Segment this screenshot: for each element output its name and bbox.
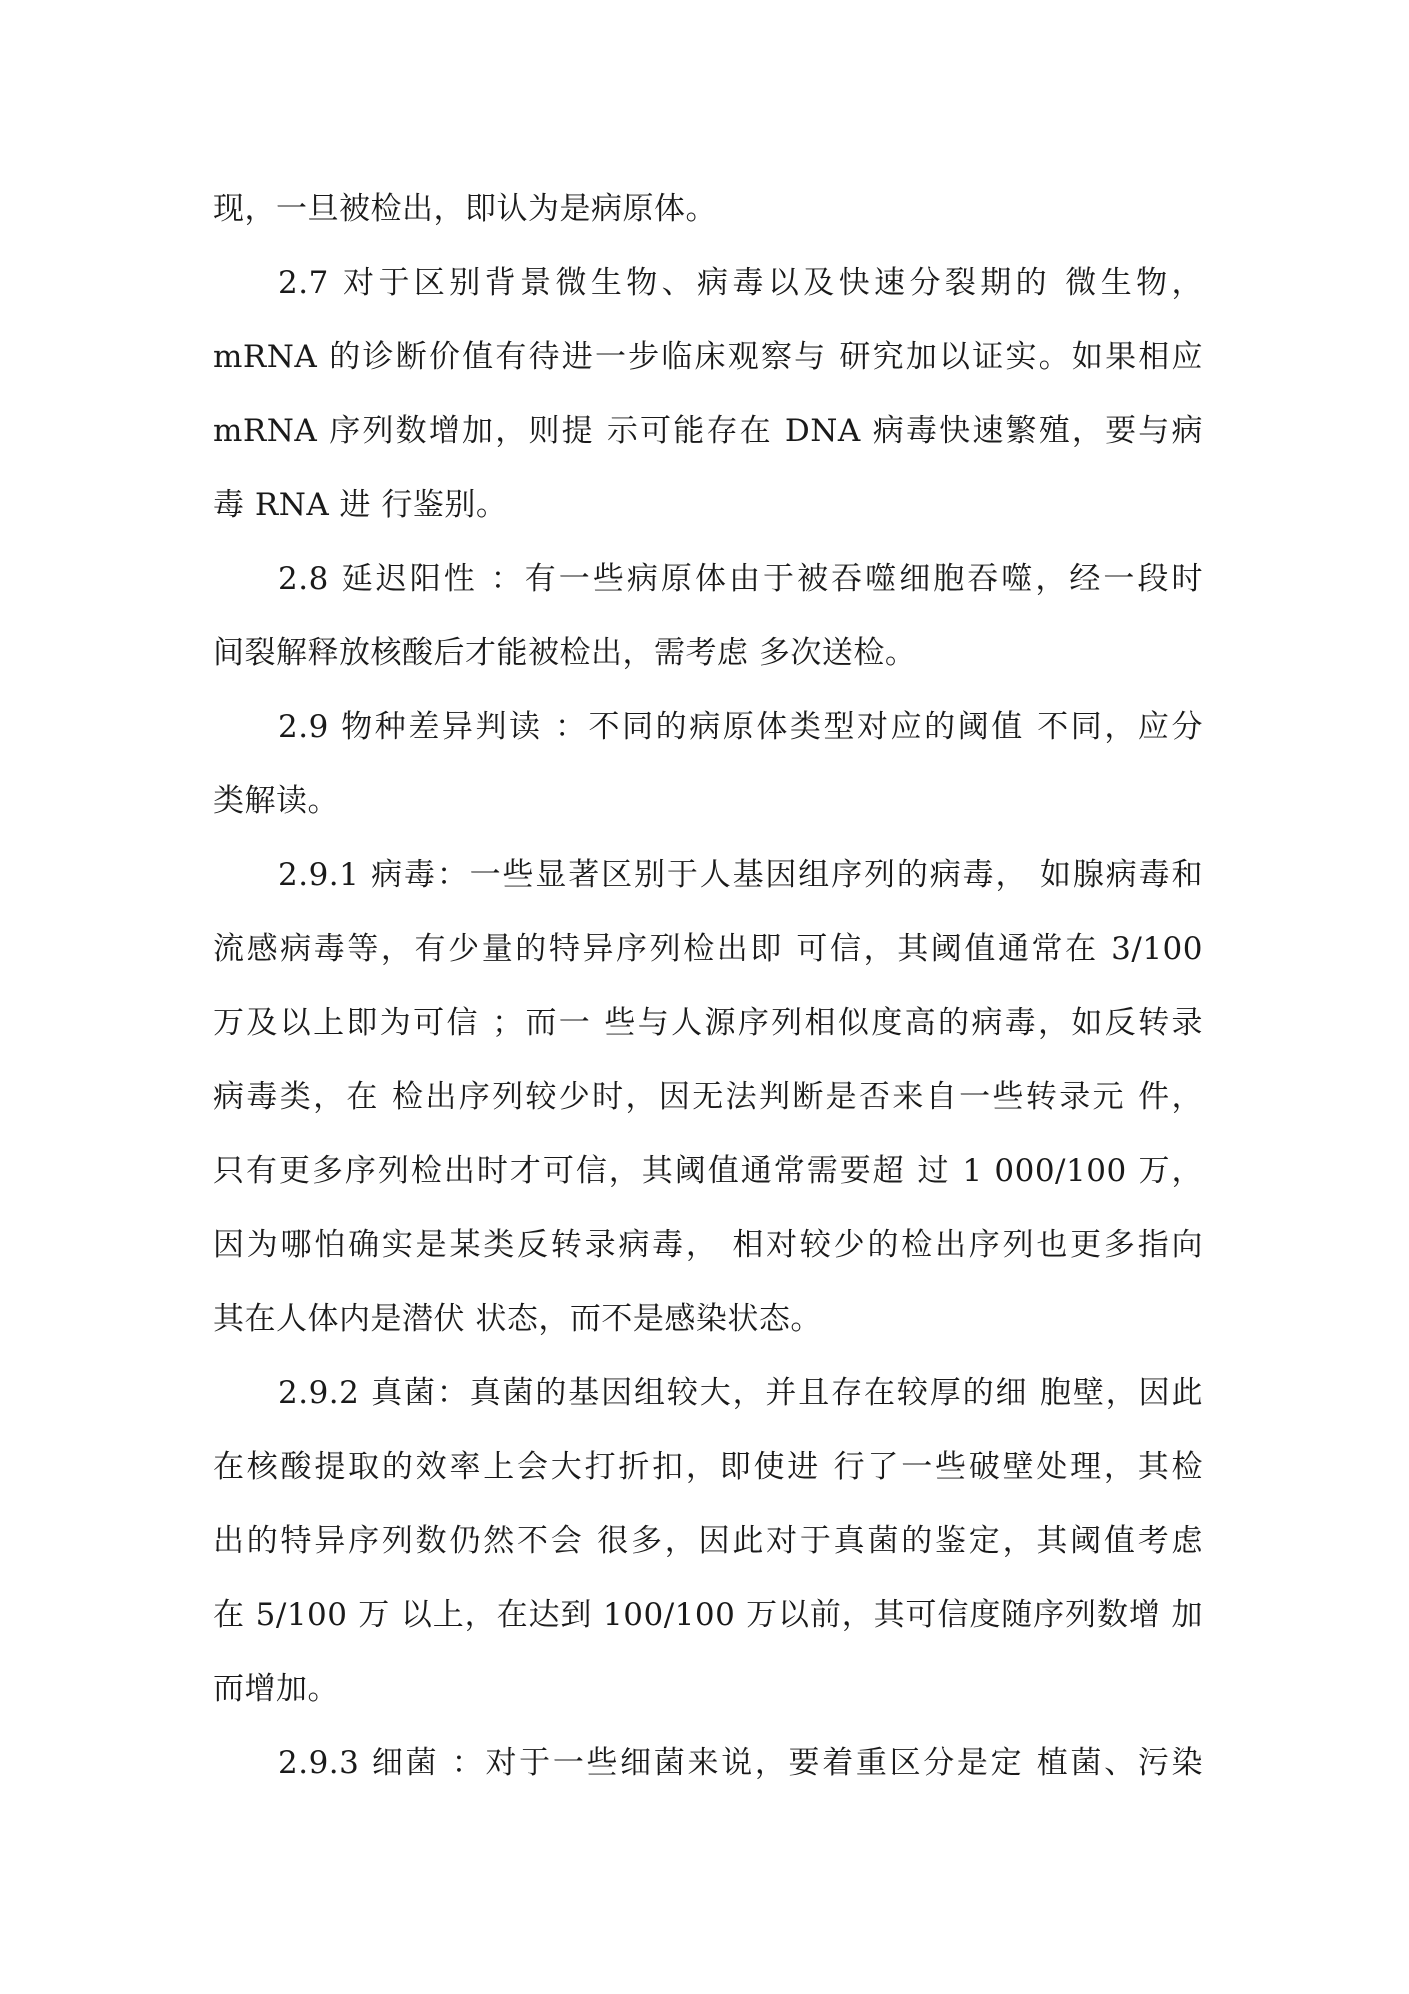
text-line-21: 而增加。 [213,1671,339,1707]
text-line-20: 在 5/100 万 以上，在达到 100/100 万以前，其可信度随序列数增 加 [213,1597,1203,1633]
text-line-19: 出的特异序列数仍然不会 很多，因此对于真菌的鉴定，其阈值考虑 [213,1523,1203,1559]
text-line-18: 在核酸提取的效率上会大打折扣，即使进 行了一些破壁处理，其检 [213,1449,1203,1485]
text-line-2: 2.7 对于区别背景微生物、病毒以及快速分裂期的 微生物， [278,265,1203,301]
text-line-7: 间裂解释放核酸后才能被检出，需考虑 多次送检。 [213,635,917,671]
text-line-15: 因为哪怕确实是某类反转录病毒， 相对较少的检出序列也更多指向 [213,1227,1203,1263]
text-line-10: 2.9.1 病毒：一些显著区别于人基因组序列的病毒， 如腺病毒和 [278,857,1203,893]
text-line-4: mRNA 序列数增加，则提 示可能存在 DNA 病毒快速繁殖，要与病 [213,413,1203,449]
text-line-11: 流感病毒等，有少量的特异序列检出即 可信，其阈值通常在 3/100 [213,931,1203,967]
text-line-5: 毒 RNA 进 行鉴别。 [213,487,508,523]
text-line-17: 2.9.2 真菌：真菌的基因组较大，并且存在较厚的细 胞壁，因此 [278,1375,1203,1411]
text-line-6: 2.8 延迟阳性 ：有一些病原体由于被吞噬细胞吞噬，经一段时 [278,561,1203,597]
text-line-1: 现，一旦被检出，即认为是病原体。 [213,191,717,227]
text-line-22: 2.9.3 细菌 ：对于一些细菌来说，要着重区分是定 植菌、污染 [278,1745,1203,1781]
text-line-12: 万及以上即为可信 ；而一 些与人源序列相似度高的病毒，如反转录 [213,1005,1203,1041]
text-line-16: 其在人体内是潜伏 状态，而不是感染状态。 [213,1301,822,1337]
text-line-9: 类解读。 [213,783,339,819]
text-line-3: mRNA 的诊断价值有待进一步临床观察与 研究加以证实。如果相应 [213,339,1203,375]
text-line-8: 2.9 物种差异判读 ：不同的病原体类型对应的阈值 不同，应分 [278,709,1203,745]
text-line-14: 只有更多序列检出时才可信，其阈值通常需要超 过 1 000/100 万， [213,1153,1203,1189]
text-line-13: 病毒类，在 检出序列较少时，因无法判断是否来自一些转录元 件， [213,1079,1203,1115]
